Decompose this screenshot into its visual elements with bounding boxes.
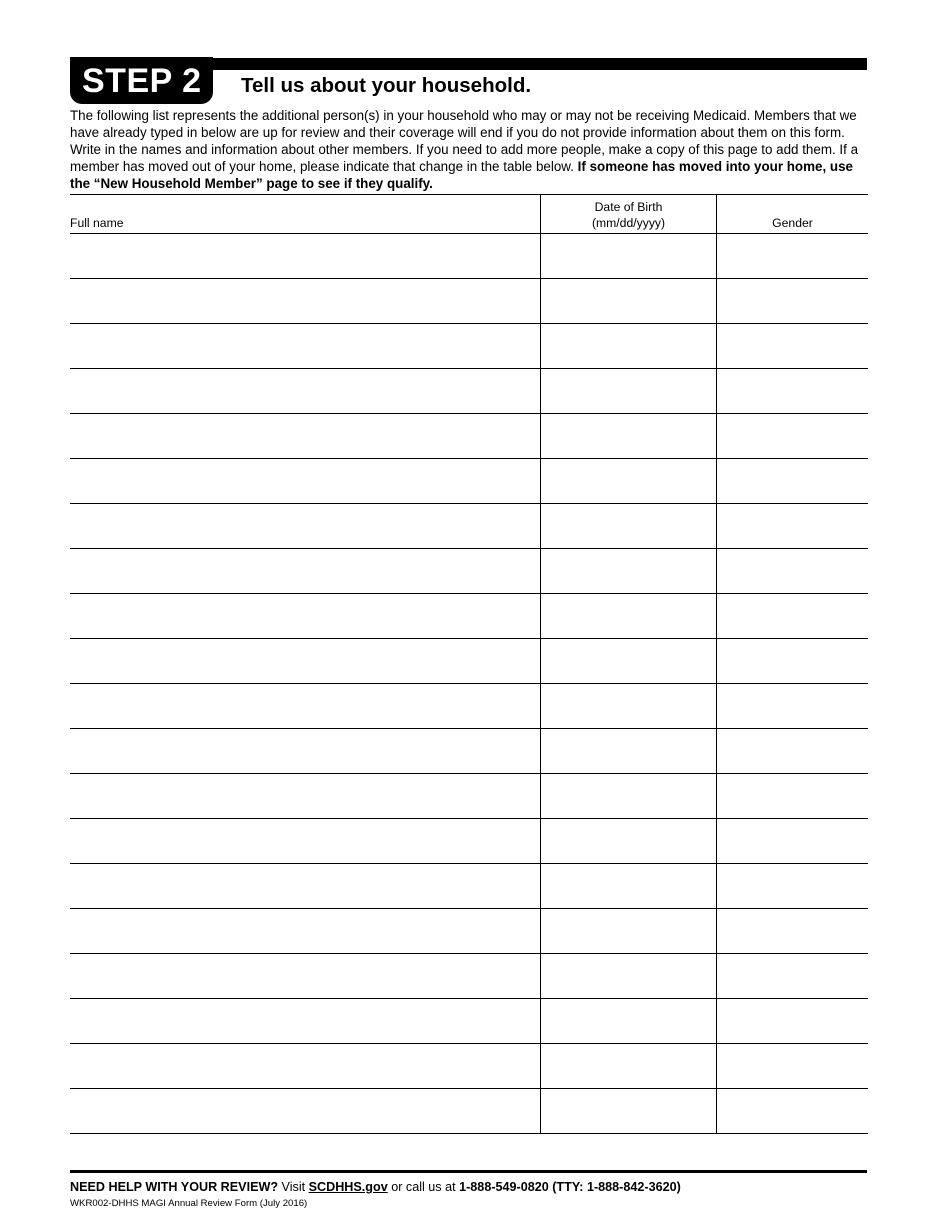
gender-cell[interactable] [717,684,869,729]
full-name-cell[interactable] [70,819,541,864]
table-row [70,909,868,954]
help-line [70,1179,681,1195]
date-of-birth-cell[interactable] [541,819,717,864]
gender-cell[interactable] [717,639,869,684]
table-row [70,414,868,459]
table-row [70,549,868,594]
table-row [70,369,868,414]
table-row [70,954,868,999]
column-dob-label: Date of Birth [594,200,663,214]
help-call-text: or call us at [387,1180,460,1194]
full-name-cell[interactable] [70,504,541,549]
household-table [70,194,868,1134]
table-body [70,234,868,1134]
table-row [70,594,868,639]
gender-cell[interactable] [717,504,869,549]
table-row [70,729,868,774]
date-of-birth-cell[interactable] [541,1089,717,1134]
help-phone: 1-888-549-0820 (TTY: 1-888-842-3620) [459,1180,681,1194]
full-name-cell[interactable] [70,594,541,639]
date-of-birth-cell[interactable] [541,594,717,639]
table-row [70,639,868,684]
full-name-cell[interactable] [70,954,541,999]
column-full-name [70,195,541,234]
website-link[interactable]: SCDHHS.gov [308,1180,388,1194]
date-of-birth-cell[interactable] [541,1044,717,1089]
form-identifier: WKR002-DHHS MAGI Annual Review Form (July 2016) [70,1198,308,1209]
table-row [70,684,868,729]
intro-paragraph [70,107,870,192]
gender-cell[interactable] [717,459,869,504]
date-of-birth-cell[interactable] [541,234,717,279]
full-name-cell[interactable] [70,324,541,369]
table-row [70,504,868,549]
gender-cell[interactable] [717,414,869,459]
full-name-cell[interactable] [70,1089,541,1134]
table-row [70,279,868,324]
header-gap [213,70,241,104]
gender-cell[interactable] [717,1089,869,1134]
full-name-cell[interactable] [70,369,541,414]
date-of-birth-cell[interactable] [541,909,717,954]
gender-cell[interactable] [717,234,869,279]
date-of-birth-cell[interactable] [541,504,717,549]
full-name-cell[interactable] [70,234,541,279]
table-row [70,1044,868,1089]
full-name-cell[interactable] [70,774,541,819]
column-gender [717,195,869,234]
date-of-birth-cell[interactable] [541,774,717,819]
date-of-birth-cell[interactable] [541,549,717,594]
full-name-cell[interactable] [70,684,541,729]
intro-text: The following list represents the additional person(s) in your household who may or may not be receiving Medicaid. Members that we have already typed in below are up for review and their coverage will end if you do not provide information about them on this form. Write in the names and information about other members. If you need to add more people, make a copy of this page to add them. If a member has moved out of your home, please indicate that change in the table below. [70,108,859,174]
table-row [70,774,868,819]
gender-cell[interactable] [717,279,869,324]
date-of-birth-cell[interactable] [541,639,717,684]
date-of-birth-cell[interactable] [541,684,717,729]
table-row [70,324,868,369]
full-name-cell[interactable] [70,639,541,684]
table-row [70,999,868,1044]
table-header-row [70,195,868,234]
table-row [70,1089,868,1134]
date-of-birth-cell[interactable] [541,324,717,369]
gender-cell[interactable] [717,369,869,414]
full-name-cell[interactable] [70,909,541,954]
table-row [70,864,868,909]
table-row [70,459,868,504]
gender-cell[interactable] [717,999,869,1044]
table-row [70,234,868,279]
help-heading: NEED HELP WITH YOUR REVIEW? [70,1180,279,1194]
date-of-birth-cell[interactable] [541,954,717,999]
column-date-of-birth [541,195,717,234]
full-name-cell[interactable] [70,279,541,324]
gender-cell[interactable] [717,729,869,774]
gender-cell[interactable] [717,774,869,819]
full-name-cell[interactable] [70,459,541,504]
date-of-birth-cell[interactable] [541,279,717,324]
gender-cell[interactable] [717,819,869,864]
date-of-birth-cell[interactable] [541,864,717,909]
date-of-birth-cell[interactable] [541,729,717,774]
date-of-birth-cell[interactable] [541,369,717,414]
full-name-cell[interactable] [70,864,541,909]
date-of-birth-cell[interactable] [541,999,717,1044]
gender-cell[interactable] [717,864,869,909]
date-of-birth-cell[interactable] [541,459,717,504]
section-title: Tell us about your household. [241,74,537,98]
table-row [70,819,868,864]
full-name-cell[interactable] [70,414,541,459]
gender-cell[interactable] [717,324,869,369]
gender-cell[interactable] [717,1044,869,1089]
footer-rule [70,1170,867,1173]
full-name-cell[interactable] [70,999,541,1044]
full-name-cell[interactable] [70,729,541,774]
date-of-birth-cell[interactable] [541,414,717,459]
step-badge: STEP 2 [70,57,213,104]
help-visit-text: Visit [278,1180,309,1194]
gender-cell[interactable] [717,594,869,639]
gender-cell[interactable] [717,549,869,594]
column-dob-format: (mm/dd/yyyy) [591,216,666,230]
full-name-cell[interactable] [70,1044,541,1089]
gender-cell[interactable] [717,909,869,954]
column-full-name-label: Full name [70,216,124,230]
full-name-cell[interactable] [70,549,541,594]
column-gender-label: Gender [772,216,813,230]
intro-bold-text: If someone has moved into your home, use the “New Household Member” page to see if they qualify. [70,159,853,191]
gender-cell[interactable] [717,954,869,999]
